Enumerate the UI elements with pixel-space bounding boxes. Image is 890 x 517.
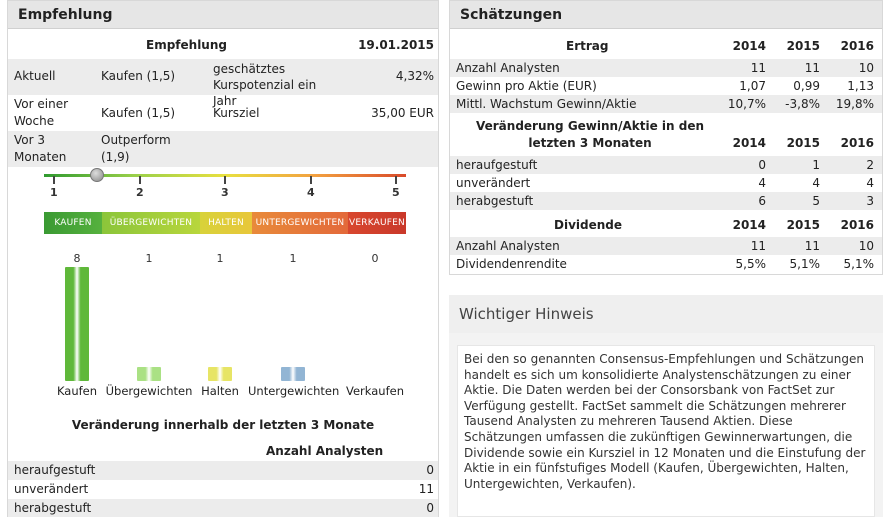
row-value: 5,5% [735,257,766,271]
row-value: 3 [866,194,874,208]
dividende-header [450,215,882,237]
row-amount: 4,32% [395,69,434,83]
scale-knob[interactable] [90,168,104,182]
empfehlung-table-header [8,35,438,55]
row-value: 5,1% [843,257,874,271]
empfehlung-row-monate [8,131,438,167]
year-col: 2015 [786,39,820,53]
distribution-label: Übergewichten [105,384,193,398]
year-col: 2014 [732,39,766,53]
row-label: Anzahl Analysten [456,239,560,253]
distribution-bar [281,367,305,381]
row-label: Gewinn pro Aktie (EUR) [456,79,597,93]
row-label: unverändert [456,176,531,190]
analyst-distribution [44,249,414,401]
empfehlung-panel [7,0,439,517]
rating-scale [44,169,406,239]
ertrag-title: Ertrag [566,39,609,53]
empfehlung-panel-title: Empfehlung [8,1,438,29]
empfehlung-row-woche [8,95,438,131]
row-value: 1,13 [847,79,874,93]
veraenderung-row [450,156,882,174]
hinweis-title: Wichtiger Hinweis [449,295,883,333]
row-label: Mittl. Wachstum Gewinn/Aktie [456,97,637,111]
veraenderung-row [450,174,882,192]
scale-tick [224,176,226,184]
veraenderung-header [450,117,882,155]
scale-tick [310,176,312,184]
change-row [8,480,438,499]
schaetzungen-panel [449,0,883,275]
hinweis-panel [449,295,883,517]
change-row [8,461,438,480]
change-label: unverändert [14,482,89,496]
year-col: 2014 [732,136,766,150]
year-col: 2016 [840,39,874,53]
row-label: Vor einer Woche [14,97,69,128]
rating-band-segment: KAUFEN [44,212,102,234]
distribution-count: 1 [216,252,224,265]
scale-tick-label: 4 [307,186,315,199]
distribution-bar [65,267,89,381]
distribution-count: 1 [145,252,153,265]
change-row [8,499,438,517]
veraenderung-row [450,192,882,210]
ertrag-row [450,59,882,77]
veraenderung-title: Veränderung Gewinn/Aktie in den [475,119,705,133]
scale-tick [395,176,397,184]
row-value: 10 [858,239,874,253]
ertrag-row [450,95,882,113]
rating-band-segment: HALTEN [200,212,252,234]
change-value: 0 [426,463,434,477]
row-value: 11 [750,61,766,75]
distribution-count: 0 [371,252,379,265]
year-col: 2015 [786,218,820,232]
scale-tick-label: 1 [50,186,58,199]
row-value: 1,07 [739,79,766,93]
hinweis-text: Bei den so genannten Consensus-Empfehlungen und Schätzungen handelt es sich um konsolidierte Analystenschätzungen zu einer Aktie. Die Daten werden bei der Consorsbank von FactSet zur Verfügung gestellt. FactSet sammelt die Schätzungen mehrerer Tausend Analysten zu mehreren Tausend Aktien. Diese Schätzungen umfassen die zukünftigen Gewinnerwartungen, die Dividende sowie ein Kursziel in 12 Monaten und die Einstufung der Aktie in ein fünfstufiges Modell (Kaufen, Übergewichten, Halten, Untergewichten, Verkaufen). [457,345,875,517]
row-amount: 35,00 EUR [371,106,434,120]
change-value: 0 [426,501,434,515]
row-value: 11 [804,239,820,253]
dividende-title: Dividende [554,218,623,232]
year-col: 2015 [786,136,820,150]
row-label: herabgestuft [456,194,534,208]
distribution-count: 1 [289,252,297,265]
row-label: Anzahl Analysten [456,61,560,75]
distribution-bar [137,367,161,381]
row-label: heraufgestuft [456,158,538,172]
rating-band-segment: VERKAUFEN [348,212,406,234]
schaetzungen-panel-title: Schätzungen [450,1,882,29]
empfehlung-header-date: 19.01.2015 [358,38,434,52]
row-value: 4 [758,176,766,190]
distribution-bar [208,367,232,381]
row-label: Dividendenrendite [456,257,567,271]
row-value: -3,8% [785,97,820,111]
row-value: 0 [758,158,766,172]
dividende-row [450,237,882,255]
ertrag-row [450,77,882,95]
row-value: 1 [812,158,820,172]
year-col: 2014 [732,218,766,232]
distribution-count: 8 [73,252,81,265]
rating-band-segment: ÜBERGEWICHTEN [102,212,200,234]
row-value: 2 [866,158,874,172]
change-value: 11 [418,482,434,496]
row-value: 5,1% [789,257,820,271]
scale-tick-label: 2 [136,186,144,199]
row-value: 11 [804,61,820,75]
year-col: 2016 [840,136,874,150]
distribution-label: Untergewichten [248,384,340,398]
scale-tick [53,176,55,184]
distribution-label: Kaufen [56,384,98,398]
ertrag-header [450,37,882,57]
rating-band-segment: UNTERGEWICHTEN [252,212,348,234]
row-value: 10 [858,61,874,75]
row-value: 0,99 [793,79,820,93]
row-value: 5 [812,194,820,208]
empfehlung-header-label: Empfehlung [146,38,227,52]
row-value: 6 [758,194,766,208]
row-key: geschätztes Kurspotenzial ein Jahr [213,62,317,108]
distribution-label: Halten [201,384,239,398]
row-value: 4 [812,176,820,190]
scale-tick-label: 3 [221,186,229,199]
row-label: Aktuell [14,69,56,83]
veraenderung-title: letzten 3 Monaten [528,136,652,150]
scale-tick [139,176,141,184]
change-label: heraufgestuft [14,463,96,477]
row-key: Kursziel [213,106,260,120]
change-label: herabgestuft [14,501,92,515]
row-value: Kaufen (1,5) [101,69,176,83]
rating-band [44,212,406,234]
row-value: Kaufen (1,5) [101,106,176,120]
row-value: 19,8% [835,97,874,111]
empfehlung-row-aktuell [8,59,438,108]
row-value: 4 [866,176,874,190]
row-label: Vor 3 Monaten [14,133,67,164]
row-value: 10,7% [727,97,766,111]
change-column-header: Anzahl Analysten [266,444,384,458]
row-value: 11 [750,239,766,253]
year-col: 2016 [840,218,874,232]
dividende-row [450,255,882,273]
scale-tick-label: 5 [392,186,400,199]
row-value: Outperform (1,9) [101,133,171,164]
distribution-label: Verkaufen [346,384,404,398]
change-title: Veränderung innerhalb der letzten 3 Monate [71,418,375,432]
